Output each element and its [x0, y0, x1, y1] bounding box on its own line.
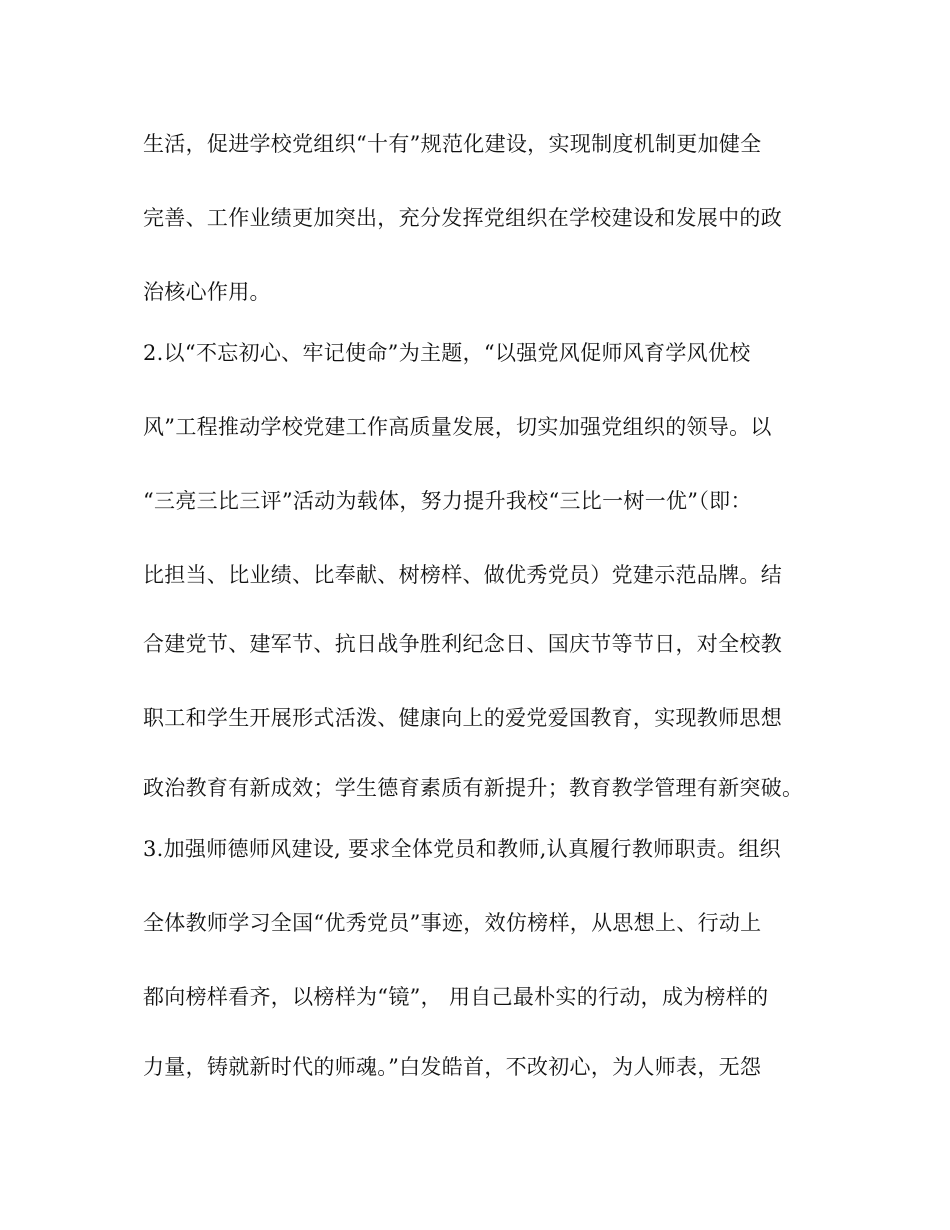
- text-line: 职工和学生开展形式活泼、健康向上的爱党爱国教育，实现教师思想: [143, 706, 782, 730]
- text-line: 全体教师学习全国“优秀党员”事迹，效仿榜样，从思想上、行动上: [143, 911, 762, 935]
- text-line: 合建党节、建军节、抗日战争胜利纪念日、国庆节等节日，对全校教: [143, 632, 782, 656]
- text-line: 比担当、比业绩、比奉献、树榜样、做优秀党员）党建示范品牌。结: [143, 563, 782, 587]
- text-line: 都向榜样看齐，以榜样为“镜”， 用自己最朴实的行动，成为榜样的: [143, 985, 769, 1009]
- text-line: 政治教育有新成效；学生德育素质有新提升；教育教学管理有新突破。: [143, 776, 804, 800]
- text-line: “三亮三比三评”活动为载体，努力提升我校“三比一树一优”（即：: [143, 489, 752, 513]
- text-line: 2.以“不忘初心、牢记使命”为主题，“以强党风促师风育学风优校: [143, 341, 751, 365]
- text-line: 3.加强师德师风建设, 要求全体党员和教师,认真履行教师职责。组织: [143, 837, 781, 861]
- text-line: 力量，铸就新时代的师魂。”白发皓首，不改初心，为人师表，无怨: [143, 1055, 762, 1079]
- text-line: 治核心作用。: [143, 280, 271, 304]
- text-line: 生活，促进学校党组织“十有”规范化建设，实现制度机制更加健全: [143, 132, 762, 156]
- text-line: 风”工程推动学校党建工作高质量发展，切实加强党组织的领导。以: [143, 415, 772, 439]
- text-line: 完善、工作业绩更加突出，充分发挥党组织在学校建设和发展中的政: [143, 206, 782, 230]
